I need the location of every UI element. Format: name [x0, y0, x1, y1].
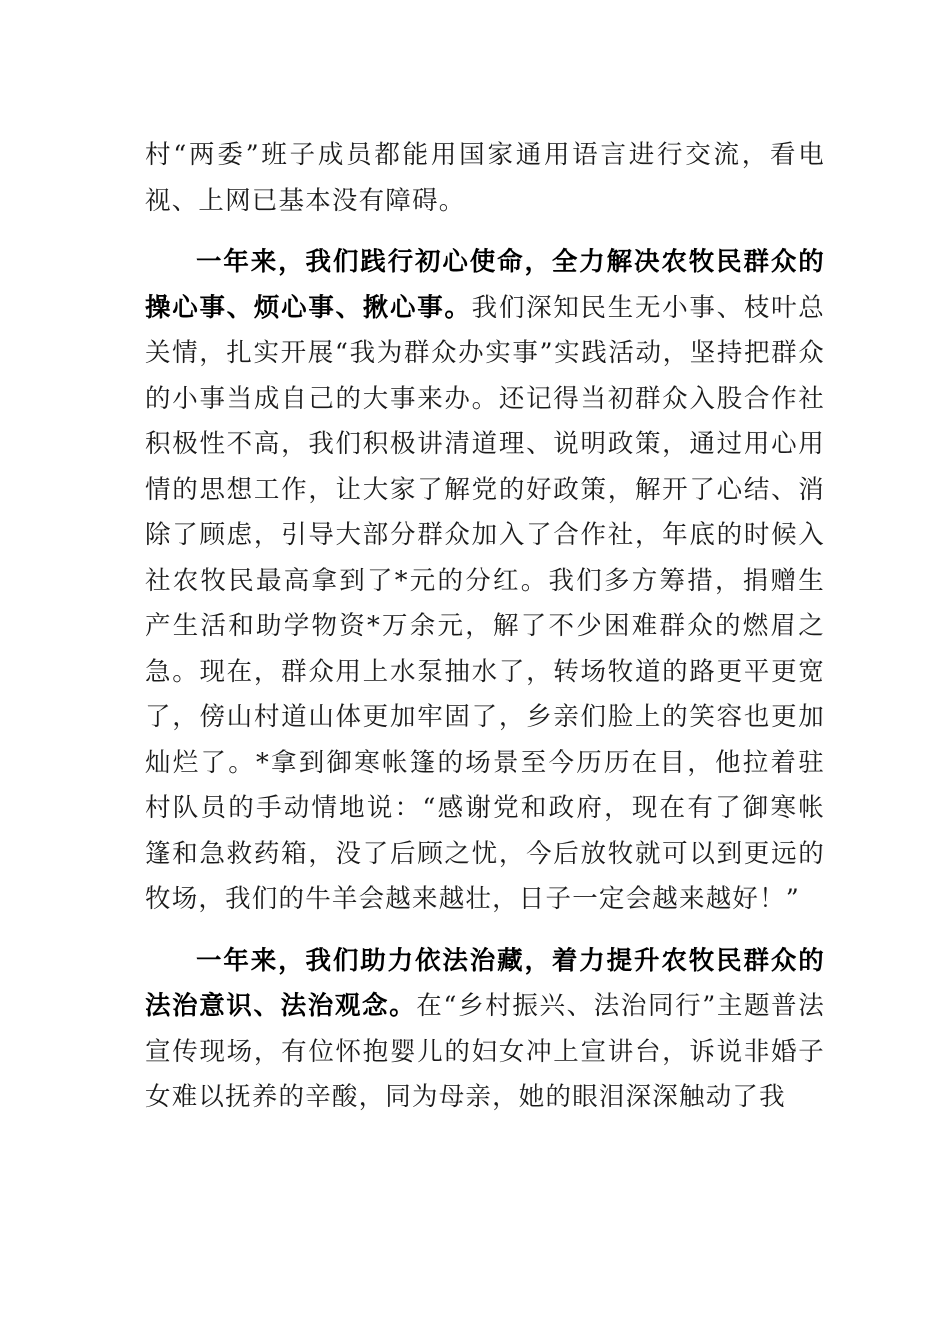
paragraph-rule-of-law: [145, 939, 825, 1121]
document-body: [145, 133, 825, 1121]
paragraph-lead: 一年来，我们践行初心使命，全力解决农牧民群众的操心事、烦心事、揪心事。: [145, 247, 825, 323]
paragraph-body: 村“两委”班子成员都能用国家通用语言进行交流，看电视、上网已基本没有障碍。: [145, 140, 825, 216]
paragraph-body: 我们深知民生无小事、枝叶总关情，扎实开展“我为群众办实事”实践活动，坚持把群众的小事当成自己的大事来办。还记得当初群众入股合作社积极性不高，我们积极讲清道理、说明政策，通过用心用情的思想工作，让大家了解党的好政策，解开了心结、消除了顾虑，引导大部分群众加入了合作社，年底的时候入社农牧民最高拿到了*元的分红。我们多方筹措，捐赠生产生活和助学物资*万余元，解了不少困难群众的燃眉之急。现在，群众用上水泵抽水了，转场牧道的路更平更宽了，傍山村道山体更加牢固了，乡亲们脸上的笑容也更加灿烂了。*拿到御寒帐篷的场景至今历历在目，他拉着驻村队员的手动情地说：“感谢党和政府，现在有了御寒帐篷和急救药箱，没了后顾之忧，今后放牧就可以到更远的牧场，我们的牛羊会越来越壮，日子一定会越来越好！”: [145, 292, 825, 914]
paragraph-livelihood: [145, 240, 825, 923]
paragraph-lead: 一年来，我们助力依法治藏，着力提升农牧民群众的法治意识、法治观念。: [145, 945, 825, 1021]
paragraph-continuation: [145, 133, 825, 224]
paragraph-body: 在“乡村振兴、法治同行”主题普法宣传现场，有位怀抱婴儿的妇女冲上宣讲台，诉说非婚子女难以抚养的辛酸，同为母亲，她的眼泪深深触动了我: [145, 991, 825, 1112]
